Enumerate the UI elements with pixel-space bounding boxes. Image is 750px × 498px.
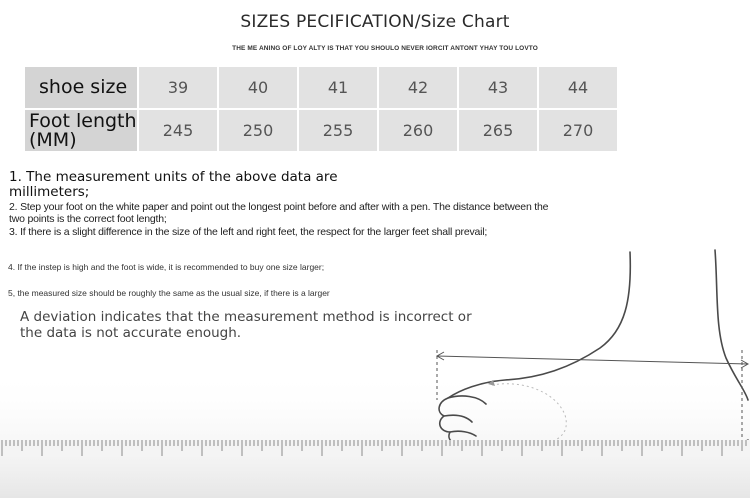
table-cell: 44: [539, 67, 617, 108]
table-cell: 40: [219, 67, 297, 108]
table-cell: 265: [459, 110, 537, 151]
floor-shadow: [0, 370, 750, 498]
note-5: 5, the measured size should be roughly the same as the usual size, if there is a larger: [8, 288, 330, 298]
page-title: SIZES PECIFICATION/Size Chart: [240, 12, 510, 32]
note-2: 2. Step your foot on the white paper and point out the longest point before and after with a pen. The distance between the two points is the correct foot length;: [9, 201, 549, 225]
size-chart-table: [23, 65, 619, 153]
table-row-foot-length: [25, 110, 617, 151]
row-header-foot-length: [25, 110, 137, 151]
row-header-foot-length-line2: (MM): [29, 128, 77, 151]
table-cell: 270: [539, 110, 617, 151]
row-header-shoe-size: shoe size: [25, 67, 137, 108]
table-cell: 255: [299, 110, 377, 151]
foot-measurement-illustration: [0, 240, 750, 498]
note-1: 1. The measurement units of the above data are millimeters;: [9, 169, 338, 200]
row-header-foot-length-line1: Foot length: [29, 109, 137, 132]
table-cell: 43: [459, 67, 537, 108]
table-cell: 250: [219, 110, 297, 151]
note-3: 3. If there is a slight difference in the size of the left and right feet, the respect for the larger feet shall prevail;: [9, 226, 488, 238]
note-6: A deviation indicates that the measurement method is incorrect or the data is not accurate enough.: [20, 309, 472, 341]
table-row-shoe-size: [25, 67, 617, 108]
page-subtitle: THE ME ANING OF LOY ALTY IS THAT YOU SHOULO NEVER IORCIT ANTONT YHAY TOU LOVTO: [232, 45, 538, 52]
table-cell: 42: [379, 67, 457, 108]
table-cell: 245: [139, 110, 217, 151]
table-cell: 39: [139, 67, 217, 108]
table-cell: 41: [299, 67, 377, 108]
note-4: 4. If the instep is high and the foot is wide, it is recommended to buy one size larger;: [8, 262, 325, 272]
ruler-icon: [0, 440, 750, 456]
measurement-notes: [9, 170, 549, 239]
table-cell: 260: [379, 110, 457, 151]
